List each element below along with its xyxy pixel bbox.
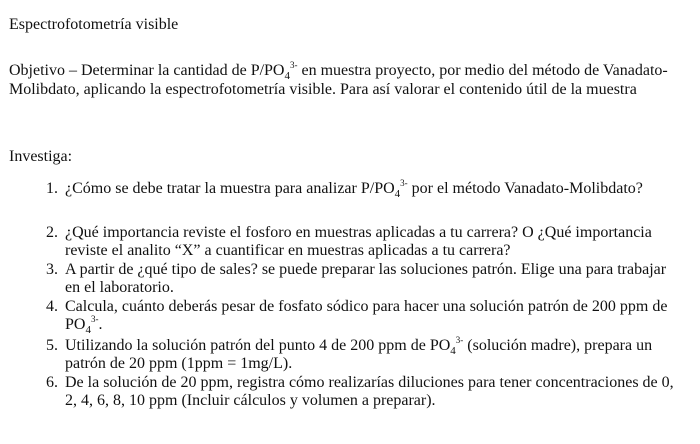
investiga-label: Investiga: [9,148,73,165]
list-item-text [65,337,677,372]
list-item-text [65,178,677,201]
list-item-text-end: . [98,315,103,333]
list-item-superscript: 3- [90,313,99,324]
list-item-text-end: (solución madre), prepara un patrón de 20 ppm (1ppm = 1mg/L). [65,337,653,372]
list-item [0,374,700,411]
list-item-superscript: 3- [455,335,464,345]
list-item [0,337,700,374]
list-item-number: 1. [46,180,58,197]
objective-text-start: Objetivo – Determinar la cantidad de P/PO [9,62,285,79]
list-item [0,261,700,298]
list-item [0,224,700,261]
objective-subscript: 4 [284,70,290,83]
document-title: Espectrofotometría visible [9,16,179,33]
list-item-text-start: Utilizando la solución patrón del punto 4 de 200 ppm de PO [65,337,451,354]
list-item [0,298,700,337]
list-item-text [65,298,677,336]
list-item-text: ¿Qué importancia reviste el fosforo en muestras aplicadas a tu carrera? O ¿Qué importancia reviste el analito “X” a cuantificar en muestras aplicadas a tu carrera? [65,224,652,259]
list-item-subscript: 4 [394,188,401,201]
objective-superscript: 3- [289,60,298,70]
list-item-subscript: 4 [85,323,91,336]
list-item-text-start: Calcula, cuánto deberás pesar de fosfato sódico para hacer una solución patrón de 200 ppm de PO [65,298,668,333]
list-item-text: De la solución de 20 ppm, registra cómo realizarías diluciones para tener concentraciones de 0, 2, 4, 6, 8, 10 ppm (Incluir cálculos y volumen a preparar). [65,374,674,409]
list-item-superscript: 3- [400,178,408,188]
list-item-number: 5. [46,337,58,354]
list-item-number: 3. [46,261,58,278]
list-item-subscript: 4 [450,345,456,358]
list-item-number: 6. [46,374,58,391]
list-item-number: 2. [46,224,58,241]
objective-paragraph [9,61,681,99]
list-item-text-end: por el método Vanadato-Molibdato? [407,180,643,197]
list-item-text: A partir de ¿qué tipo de sales? se puede preparar las soluciones patrón. Elige una para trabajar en el laboratorio. [65,261,667,296]
list-item-number: 4. [46,298,58,315]
objective-text-end: en muestra proyecto, por medio del método de Vanadato-Molibdato, aplicando la espectrofotometría visible. Para así valorar el contenido útil de la muestra [9,62,668,98]
list-item [0,180,700,224]
list-item-text-start: ¿Cómo se debe tratar la muestra para analizar P/PO [65,180,395,197]
question-list [0,180,700,411]
